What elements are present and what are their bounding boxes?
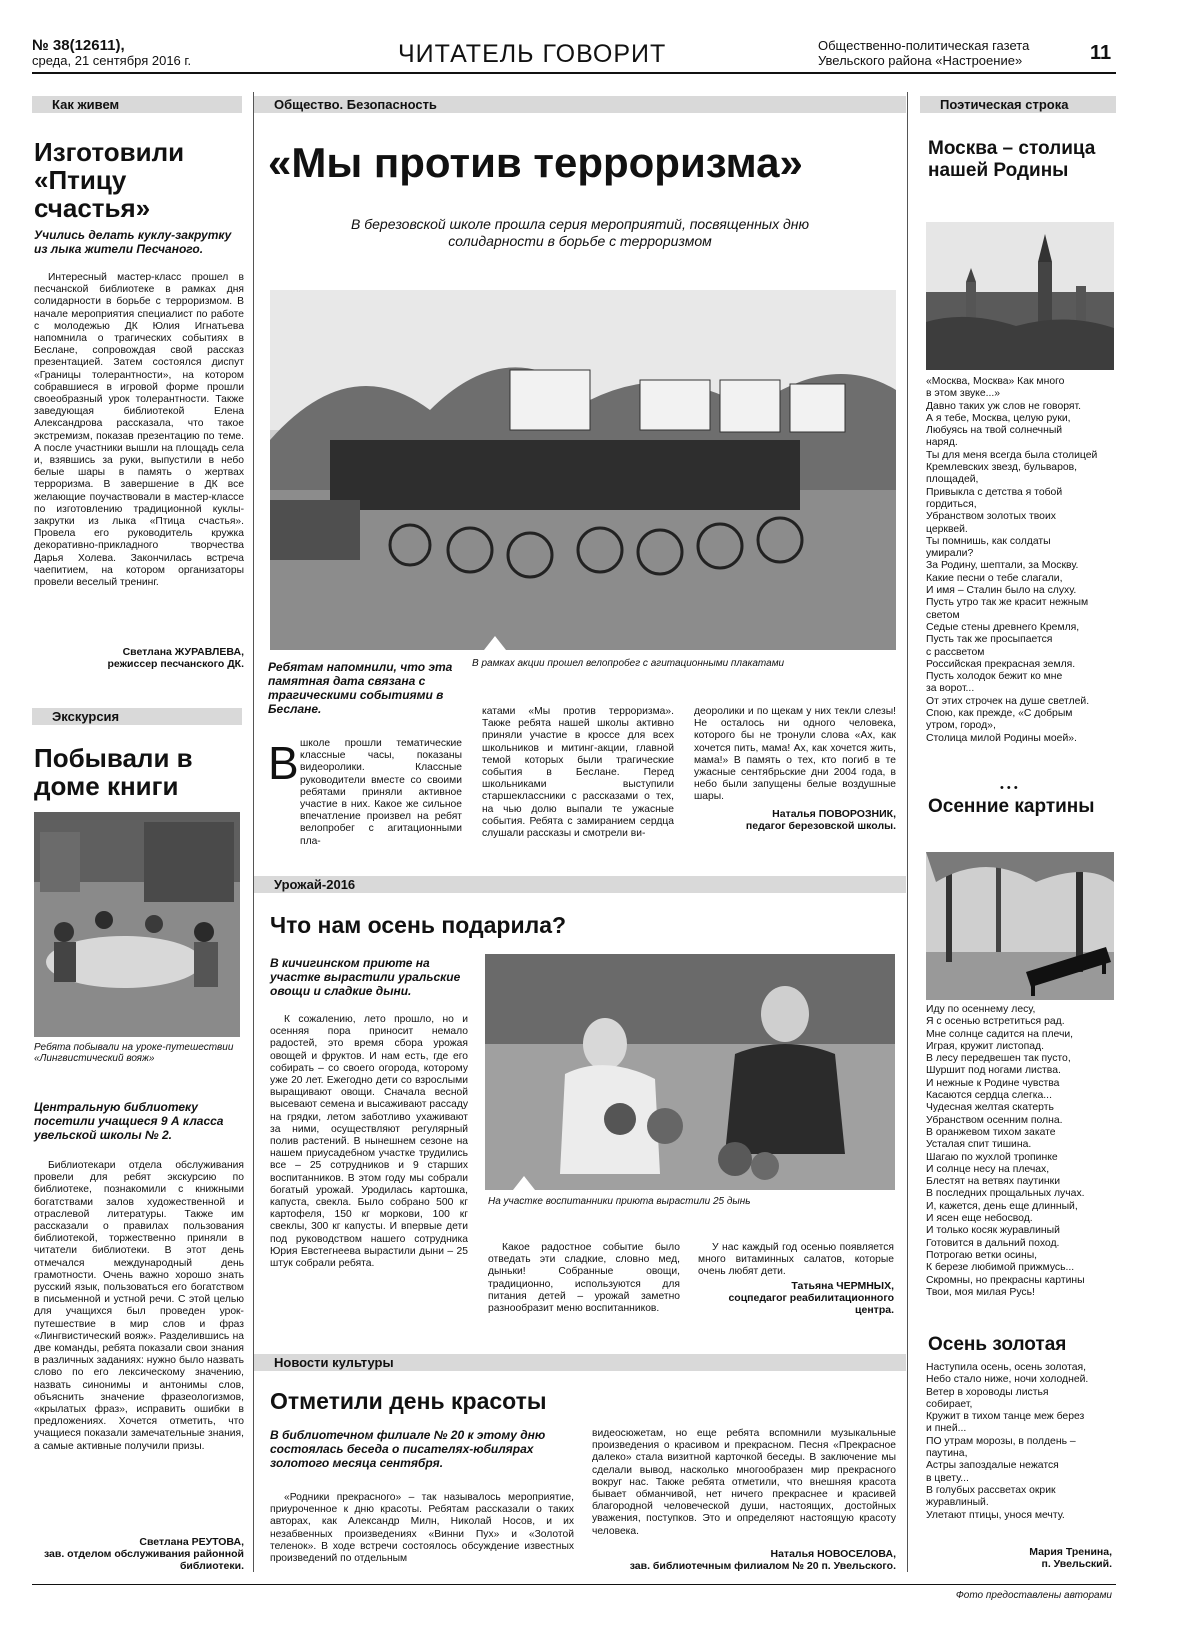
section-label: Как живем: [32, 96, 242, 113]
byline-role: педагог березовской школы.: [745, 820, 896, 832]
byline: [698, 1280, 894, 1316]
section-label: Урожай-2016: [254, 876, 906, 893]
paper-name: [818, 38, 1029, 68]
byline-name: Татьяна ЧЕРМНЫХ,: [791, 1280, 894, 1292]
article-body: катами «Мы против терроризма». Также ребята нашей школы активно приняли участие в кроссе для всех школьников и митинг-акции, главной темой которых были трагические события в Беслане. Перед школьниками выступили старшеклассники с рассказами о тех, на чью долю выпали те ужасные события. Ребята с замиранием сердца слушали рассказы и смотрели ви-: [482, 706, 674, 840]
main-headline: «Мы против терроризма»: [268, 139, 803, 186]
photo-caption: В рамках акции прошел велопробег с агитационными плакатами: [472, 658, 785, 669]
paper-line-2: Увельского района «Настроение»: [818, 53, 1023, 68]
article-subtitle: В березовской школе прошла серия мероприятий, посвященных дню солидарности в борьбе с терроризмом: [351, 216, 809, 249]
kremlin-photo-image: [926, 222, 1114, 370]
article-body: «Родники прекрасного» – так называлось мероприятие, приуроченное к дню красоты. Ребятам рассказали о таких авторах, как Александр Милн, Николай Носов, и их незабвенных произведениях «Винни Пух» и «Золотой теленок». В ходе встречи состоялось обсуждение известных произведений по отдельным: [270, 1492, 574, 1565]
byline: [694, 808, 896, 832]
poem-text: «Москва, Москва» Как много в этом звуке...» Давно таких уж слов не говорят. А я тебе, Москва, целую руки, Любуясь на твой солнечный наряд. Ты для меня всегда была столицей Кремлевских звезд, бульваров, площадей, Привыкла с детства я тобой гордиться, Убранством золотых твоих церквей. Ты помнишь, как солдаты умирали? За Родину, шептали, за Москву. Какие песни о тебе слагали, И имя – Сталин было на слуху. Пусть утро так же красит нежным светом Седые стены древнего Кремля, Пусть так же просыпается с рассветом Российская прекрасная земля. Пусть холодок бежит ко мне за ворот... От этих строчек на душе светлей. Спою, как прежде, «С добрым утром, город», Столица милой Родины моей».: [926, 376, 1098, 744]
byline-name: Наталья НОВОСЕЛОВА,: [770, 1548, 896, 1560]
article-body: видеосюжетам, но еще ребята вспомнили музыкальные произведения о красивом и прекрасном. Песня «Прекрасное далеко» стала визитной карточкой беседы. В заключение мы сделали вывод, насколько многообразен мир прекрасного вокруг нас. Также ребята отметили, что внешняя красота бывает обманчивой, нет ничего прекраснее и красивей благородной человеческой души, настоящих, достойных уважения, поступков. Это и определяют настоящую красоту человека.: [592, 1428, 896, 1537]
paper-line-1: Общественно-политическая газета: [818, 38, 1030, 53]
section-label: Новости культуры: [254, 1354, 906, 1371]
poem-title: Москва – столица нашей Родины: [928, 138, 1096, 181]
byline: [34, 1536, 244, 1572]
article-body: Какое радостное событие было отведать эти сладкие, словно мед, дыньки! Собранные овощи, традиционно, используются для питания детей – урожай заметно разнообразит меню воспитанников.: [488, 1242, 680, 1315]
poem-text: Наступила осень, осень золотая, Небо стало ниже, ночи холодней. Ветер в хороводы листья собирает, Кружит в тихом танце меж берез и пней... ПО утрам морозы, в полдень – паутина, Астры запоздалые нежатся в цвету... В голубых рассветах окрик журавлиный. Улетают птицы, унося мечту.: [926, 1362, 1089, 1521]
autumn-park-photo: [926, 852, 1114, 1000]
poem-text: Иду по осеннему лесу, Я с осенью встретиться рад. Мне солнце садится на плечи, Играя, кружит листопад. В лесу передвешен так пусто, Шуршит под ногами листва. И нежные к Родине чувства Касаются сердца слегка... Чудесная желтая скатерть Убранством осенним полна. В оранжевом тихом закате Усталая спит тишина. Шагаю по жухлой тропинке И солнце несу на плечах, Блестят на ветвях паутинки В последних прощальных лучах. И, кажется, день еще длинный, И ясен еще небосвод. И только косяк журавлиный Готовится в дальний поход. Потрогаю ветки осины, К березе любимой прижмусь... Скромны, но прекрасны картины Твои, моя милая Русь!: [926, 1004, 1085, 1298]
issue-date: среда, 21 сентября 2016 г.: [32, 53, 192, 68]
photo-marker: [484, 636, 506, 650]
byline: [926, 1546, 1112, 1570]
byline-role: зав. библиотечным филиалом № 20 п. Увельского.: [629, 1560, 896, 1572]
harvest-photo: [485, 954, 895, 1190]
article-lead: Учились делать куклу-закрутку из лыка жители Песчаного.: [34, 228, 232, 256]
page-rubric: ЧИТАТЕЛЬ ГОВОРИТ: [398, 40, 667, 68]
bicycle-rally-image: [270, 290, 896, 650]
issue-number: № 38(12611),: [32, 37, 125, 54]
drop-cap: В: [268, 737, 299, 789]
library-photo-image: [34, 812, 240, 1037]
byline-role: зав. отделом обслуживания районной библиотеки.: [43, 1548, 244, 1572]
article-title: Отметили день красоты: [270, 1388, 547, 1414]
poem-title: Осень золотая: [928, 1334, 1067, 1355]
photo-marker: [513, 1176, 535, 1190]
footer-rule: [32, 1584, 1116, 1585]
poem-title: Осенние картины: [928, 796, 1095, 817]
article-title: Изготовили «Птицу счастья»: [34, 137, 185, 223]
header-rule: [32, 72, 1116, 74]
byline-role: режиссер песчанского ДК.: [107, 658, 244, 670]
photo-caption: Ребята побывали на уроке-путешествии «Лингвистический вояж»: [34, 1042, 234, 1064]
article-body: У нас каждый год осенью появляется много витаминных салатов, которые очень любят дети.: [698, 1242, 894, 1278]
photo-credit: Фото предоставлены авторами: [955, 1590, 1112, 1601]
section-label: Экскурсия: [32, 708, 242, 725]
article-title: Побывали в доме книги: [34, 743, 193, 801]
byline-role: п. Увельский.: [1041, 1558, 1112, 1570]
section-label: Поэтическая строка: [920, 96, 1116, 113]
article-title: Что нам осень подарила?: [270, 912, 567, 938]
article-lead: В кичигинском приюте на участке вырастили уральские овощи и сладкие дыни.: [270, 956, 461, 998]
article-body: деоролики и по щекам у них текли слезы! Не осталось ни одного человека, которого бы не тронули слова «Ах, как хочется пить, мама! Ах, как хочется жить, мама!» В память о тех, кто погиб в те ужасные сентябрьские дни 2004 года, в небо были запущены белые воздушные шары.: [694, 706, 896, 803]
article-lead: Центральную библиотеку посетили учащиеся 9 А класса увельской школы № 2.: [34, 1100, 224, 1142]
column-divider: [253, 92, 254, 1572]
byline-name: Светлана РЕУТОВА,: [139, 1536, 244, 1548]
article-lead: В библиотечном филиале № 20 к этому дню состоялась беседа о писателях-юбилярах золотого месяца сентября.: [270, 1428, 546, 1470]
byline: [34, 646, 244, 670]
kremlin-photo: [926, 222, 1114, 370]
harvest-photo-image: [485, 954, 895, 1190]
byline: [560, 1548, 896, 1572]
article-body: Библиотекари отдела обслуживания провели для ребят экскурсию по библиотеке, познакомили с книжными богатствами залов художественной и отраслевой литературы. Также им рассказали о правилах пользования библиотекой, торжественно приняли в читатели библиотеки. В этот день отмечался международный день грамотности. Очень важно хорошо знать русский язык, пользоваться его богатством в письменной и устной речи. С этой целью для учащихся был проведен урок-путешествие в мир слов и фраз «Лингвистический вояж». Разделившись на две команды, ребята показали свои знания в различных заданиях: нужно было назвать слово по его лексическому значению, назвать синонимы и антонимы слов, объяснить значение фразеологизмов, «крылатых фраз», исправить ошибки в предложениях. Хочется отметить, что учащиеся показали замечательные знания, а самые активные получили призы.: [34, 1160, 244, 1452]
byline-name: Наталья ПОВОРОЗНИК,: [772, 808, 896, 820]
article-body: К сожалению, лето прошло, но и осенняя пора приносит немало радостей, это время сбора урожая овощей и фруктов. И нам есть, где его собирать – со своего огорода, которому уже 20 лет. Ежегодно дети со взрослыми выращивают овощи. Сначала весной высевают семена и высаживают рассаду на грядки, летом заботливо ухаживают за ними, осуществляют регулярный полив растений. В нынешнем сезоне на нашем приусадебном участке трудились все – 25 сотрудников и 9 старших воспитанников. В этом году мы собрали богатый урожай. Уродилась картошка, капуста, свекла. Было собрано 500 кг картофеля, 150 кг моркови, 100 кг свеклы, 300 кг капусты. И впервые дети под руководством нашего сотрудника Юрия Евстегнеева вырастили дыни – 25 штук собрали ребята.: [270, 1014, 468, 1270]
photo-caption: На участке воспитанники приюта вырастили 25 дынь: [488, 1196, 751, 1207]
article-lead: Ребятам напомнили, что эта памятная дата связана с трагическими событиями в Беслане.: [268, 660, 453, 716]
page-number: 11: [1090, 42, 1112, 64]
section-label: Общество. Безопасность: [254, 96, 906, 113]
byline-name: Мария Тренина,: [1029, 1546, 1112, 1558]
separator-stars: • • •: [1000, 782, 1018, 794]
byline-name: Светлана ЖУРАВЛЕВА,: [122, 646, 244, 658]
article-body: Интересный мастер-класс прошел в песчанской библиотеке в рамках дня солидарности в борьбе с терроризмом. В начале мероприятия специалист по работе с молодежью ДК Юлия Игнатьева напомнила о трагических событиях в Беслане, сопровождая свой рассказ презентацией. Затем состоялся диспут «Границы толерантности», на котором собравшиеся в игровой форме прошли своеобразный урок толерантности. Также заведующая библиотекой Елена Александрова рассказала, что такое экстремизм, показав презентацию по теме. А после участники вышли на площадь села и, взявшись за руки, выпустили в небо белые шары в память о жертвах терроризма. В завершение в ДК все желающие поучаствовали в мастер-классе по изготовлению традиционной куклы-закрутки из лыка «Птица счастья». Провела его руководитель кружка декоративно-прикладного творчества Дарья Холева. Закончилась встреча чаепитием, на котором организаторы провели веселый тренинг.: [34, 272, 244, 589]
issue-info: [32, 38, 191, 68]
byline-role: соцпедагог реабилитационного центра.: [728, 1292, 894, 1316]
library-photo: [34, 812, 240, 1037]
bicycle-rally-photo: [270, 290, 896, 650]
autumn-park-image: [926, 852, 1114, 1000]
column-divider: [907, 92, 908, 1572]
article-body: школе прошли тематические классные часы, показаны видеоролики. Классные руководители вместе со своими ребятами приняли активное участие в них. Какое же сильное впечатление произвел на ребят велопробег с агитационными пла-: [300, 738, 462, 847]
